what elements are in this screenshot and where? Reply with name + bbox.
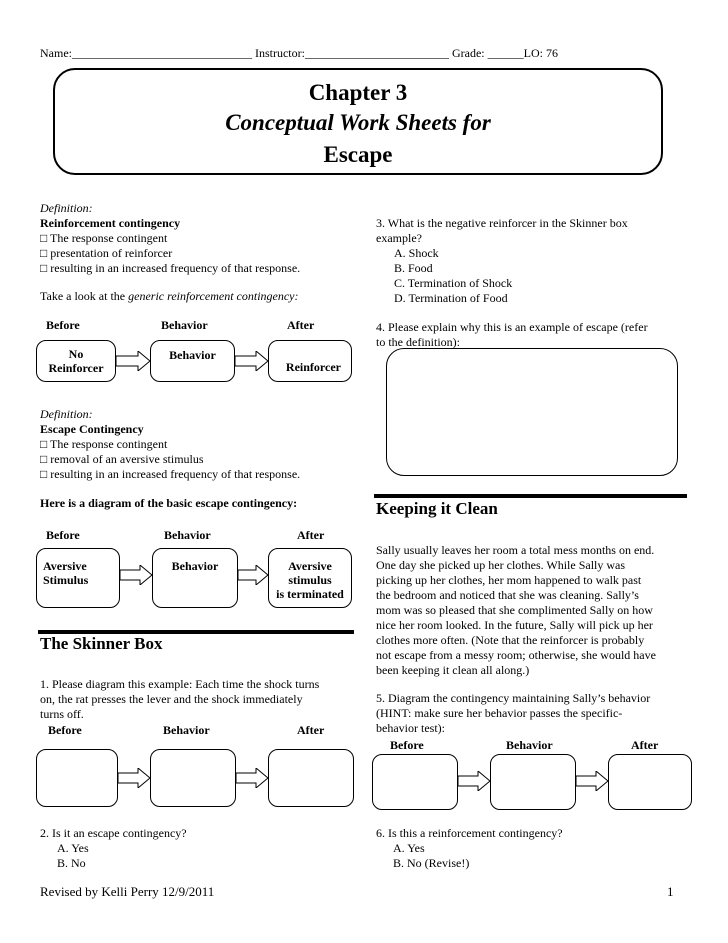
definition-heading: Reinforcement contingency [40,216,181,230]
diagram-header-behavior: Behavior [163,723,210,737]
diagram-header-before: Before [390,738,424,752]
diagram-header-before: Before [48,723,82,737]
answer-box-after[interactable] [268,749,354,807]
arrow-icon [576,771,608,791]
header-fields: Name:______________________________ Instructor:________________________ Grade: ______LO: 76 [40,46,558,60]
story-line: Sally usually leaves her room a total mess months on end. [376,543,655,557]
footer-revised: Revised by Kelli Perry 12/9/2011 [40,884,215,899]
answer-option[interactable]: B. Food [394,261,433,275]
after-box: Aversive stimulus is terminated [268,548,352,608]
diagram-header-after: After [287,318,315,332]
question-4-line: to the definition): [376,335,460,349]
question-1-line: turns off. [40,707,84,721]
question-1-line: on, the rat presses the lever and the shock immediately [40,692,303,706]
question-6: 6. Is this a reinforcement contingency? [376,826,563,840]
question-3-line: 3. What is the negative reinforcer in the Skinner box [376,216,628,230]
arrow-icon [116,351,150,371]
diagram-header-after: After [631,738,659,752]
section-title-skinner: The Skinner Box [40,634,163,653]
answer-option[interactable]: A. Shock [394,246,439,260]
story-line: nice her room looked. In the future, Sally will pick up her [376,618,653,632]
question-4-line: 4. Please explain why this is an example of escape (refer [376,320,648,334]
definition-item: □ resulting in an increased frequency of that response. [40,467,301,481]
before-box: Aversive Stimulus [36,548,120,608]
answer-box-behavior[interactable] [490,754,576,810]
section-title-clean: Keeping it Clean [376,499,498,518]
title-box [53,68,663,175]
answer-box-behavior[interactable] [150,749,236,807]
definition-item: □ presentation of reinforcer [40,246,173,260]
arrow-icon [118,768,150,788]
story-line: been keeping it clean all along.) [376,663,530,677]
story-line: mom was so pleased that she complimented Sally on how [376,603,653,617]
generic-contingency-text [40,289,299,304]
question-2: 2. Is it an escape contingency? [40,826,187,840]
generic-emph: generic reinforcement contingency: [128,289,299,303]
arrow-icon [238,565,268,585]
story-line: the bedroom and noticed that she was cleaning. Sally’s [376,588,639,602]
answer-option[interactable]: A. Yes [57,841,89,855]
definition-label: Definition: [40,407,93,421]
story-line: clothes more often. (Note that the reinforcer is probably [376,633,645,647]
question-1-line: 1. Please diagram this example: Each time the shock turns [40,677,320,691]
answer-option[interactable]: A. Yes [393,841,425,855]
story-line: One day she picked up her clothes. While Sally was [376,558,626,572]
story-line: picking up her clothes, her mom happened to walk past [376,573,642,587]
arrow-icon [236,768,268,788]
diagram-header-before: Before [46,528,80,542]
question-5-line: (HINT: make sure her behavior passes the specific- [376,706,623,720]
arrow-icon [235,351,268,371]
generic-prefix: Take a look at the [40,289,129,303]
before-box: No Reinforcer [36,340,116,382]
behavior-box: Behavior [150,340,235,382]
answer-option[interactable]: D. Termination of Food [394,291,508,305]
answer-box-before[interactable] [372,754,458,810]
question-5-line: behavior test): [376,721,445,735]
section-divider [374,494,687,498]
question-3-line: example? [376,231,422,245]
definition-item: □ removal of an aversive stimulus [40,452,204,466]
chapter-subtitle: Conceptual Work Sheets for [225,110,491,135]
arrow-icon [120,565,152,585]
definition-item: □ resulting in an increased frequency of that response. [40,261,301,275]
definition-item: □ The response contingent [40,437,168,451]
answer-box-after[interactable] [608,754,692,810]
basic-escape-heading: Here is a diagram of the basic escape contingency: [40,496,298,510]
diagram-header-after: After [297,528,325,542]
answer-box-before[interactable] [36,749,118,807]
page-number: 1 [667,884,674,899]
chapter-title: Chapter 3 [308,80,408,105]
after-box: Reinforcer [268,340,352,382]
answer-option[interactable]: C. Termination of Shock [394,276,513,290]
chapter-topic: Escape [323,142,393,167]
answer-option[interactable]: B. No [57,856,86,870]
diagram-header-behavior: Behavior [164,528,211,542]
diagram-header-behavior: Behavior [161,318,208,332]
definition-label: Definition: [40,201,93,215]
definition-item: □ The response contingent [40,231,168,245]
diagram-header-behavior: Behavior [506,738,553,752]
question-5-line: 5. Diagram the contingency maintaining Sally’s behavior [376,691,651,705]
diagram-header-after: After [297,723,325,737]
behavior-box: Behavior [152,548,238,608]
story-line: not escape from a messy room; otherwise, she would have [376,648,656,662]
arrow-icon [458,771,490,791]
explanation-answer-box[interactable] [386,348,678,476]
definition-heading: Escape Contingency [40,422,144,436]
diagram-header-before: Before [46,318,80,332]
answer-option[interactable]: B. No (Revise!) [393,856,470,870]
